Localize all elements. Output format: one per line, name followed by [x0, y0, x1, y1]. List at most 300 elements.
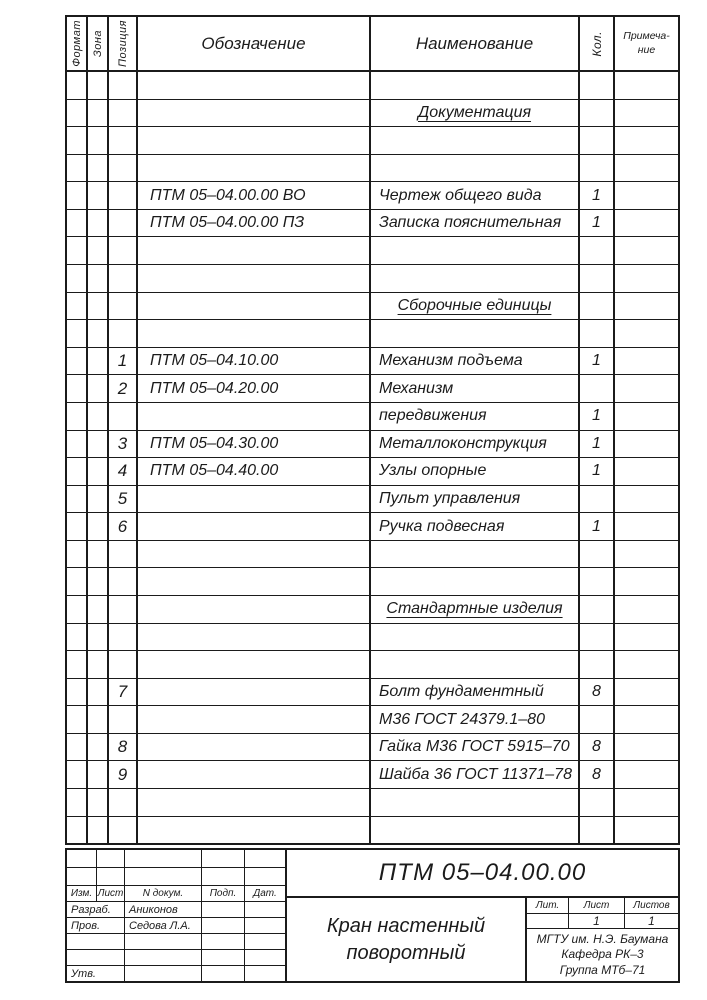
spec-cell-zone: [88, 155, 109, 182]
spec-cell-qty: [580, 265, 615, 292]
spec-cell-name-text: Механизм: [379, 379, 454, 397]
spec-cell-note: [615, 320, 678, 347]
spec-cell-designation: [138, 624, 371, 651]
spec-row: [67, 513, 678, 541]
col-header-qty-label: Кол.: [589, 30, 604, 57]
spec-cell-qty: [580, 155, 615, 182]
spec-cell-pos: [109, 789, 138, 816]
spec-cell-zone: [88, 761, 109, 788]
spec-cell-name: [371, 293, 580, 320]
spec-cell-name: [371, 72, 580, 99]
role-label: Утв.: [67, 966, 125, 981]
spec-cell-note: [615, 596, 678, 623]
spec-row: [67, 348, 678, 376]
role-signature: [202, 902, 245, 917]
spec-cell-zone: [88, 734, 109, 761]
spec-cell-qty: [580, 237, 615, 264]
spec-cell-pos: [109, 486, 138, 513]
spec-row: [67, 679, 678, 707]
spec-cell-zone: [88, 431, 109, 458]
spec-cell-zone: [88, 706, 109, 733]
spec-cell-designation: [138, 789, 371, 816]
spec-cell-qty: [580, 541, 615, 568]
spec-cell-qty: [580, 127, 615, 154]
spec-cell-pos-text: 6: [117, 516, 128, 536]
spec-cell-note: [615, 486, 678, 513]
spec-cell-designation: [138, 155, 371, 182]
spec-cell-pos: [109, 624, 138, 651]
spec-cell-format: [67, 624, 88, 651]
role-date: [245, 918, 285, 933]
spec-row: [67, 100, 678, 128]
spec-cell-format: [67, 679, 88, 706]
spec-cell-note: [615, 734, 678, 761]
role-name: Седова Л.А.: [125, 918, 202, 933]
spec-cell-pos-text: 1: [117, 351, 128, 371]
role-name: [125, 934, 202, 949]
spec-cell-zone: [88, 403, 109, 430]
spec-cell-note: [615, 265, 678, 292]
spec-row: [67, 293, 678, 321]
spec-cell-qty: [580, 210, 615, 237]
title-block-right: [287, 850, 678, 981]
spec-cell-qty-text: 1: [592, 462, 601, 480]
role-row-empty2: [67, 950, 285, 966]
organization: [527, 929, 678, 981]
spec-cell-format: [67, 182, 88, 209]
revision-cell: [67, 850, 97, 868]
spec-cell-zone: [88, 375, 109, 402]
revision-grid: [67, 850, 285, 886]
spec-cell-designation: [138, 237, 371, 264]
spec-cell-name-text: передвижения: [379, 407, 487, 425]
spec-cell-zone: [88, 624, 109, 651]
spec-cell-pos: [109, 596, 138, 623]
col-header-zone-label: Зона: [91, 29, 104, 58]
spec-cell-name: [371, 706, 580, 733]
spec-cell-note: [615, 513, 678, 540]
spec-cell-qty-text: 8: [592, 765, 601, 783]
spec-cell-name: [371, 182, 580, 209]
role-signature: [202, 950, 245, 965]
revision-cell: [125, 868, 202, 886]
spec-cell-designation-text: ПТМ 05–04.00.00 ВО: [150, 186, 306, 204]
spec-row: [67, 817, 678, 844]
spec-cell-pos: [109, 403, 138, 430]
role-row-prov: [67, 918, 285, 934]
spec-cell-qty-text: 1: [592, 407, 601, 425]
organization-line1: МГТУ им. Н.Э. Баумана: [536, 931, 669, 946]
spec-cell-note: [615, 651, 678, 678]
spec-cell-zone: [88, 127, 109, 154]
spec-cell-pos-text: 9: [117, 764, 128, 784]
spec-cell-qty: [580, 182, 615, 209]
role-name: [125, 966, 202, 981]
sheet-value: 1: [569, 914, 625, 928]
spec-cell-designation-text: ПТМ 05–04.00.00 ПЗ: [150, 214, 305, 232]
spec-cell-name: [371, 458, 580, 485]
spec-row: [67, 789, 678, 817]
spec-cell-name: [371, 431, 580, 458]
col-izm: Изм.: [67, 886, 97, 901]
spec-row: [67, 72, 678, 100]
role-signature: [202, 934, 245, 949]
spec-cell-designation: [138, 127, 371, 154]
document-title-line2: поворотный: [346, 941, 466, 964]
spec-cell-zone: [88, 541, 109, 568]
spec-cell-qty: [580, 348, 615, 375]
spec-cell-format: [67, 265, 88, 292]
spec-cell-qty-text: 8: [592, 738, 601, 756]
spec-cell-note: [615, 127, 678, 154]
spec-cell-format: [67, 458, 88, 485]
spec-cell-name: [371, 596, 580, 623]
spec-rows: [67, 72, 678, 843]
col-ndok: N докум.: [125, 886, 202, 901]
spec-cell-designation: [138, 182, 371, 209]
spec-cell-format: [67, 72, 88, 99]
spec-cell-format: [67, 348, 88, 375]
spec-cell-format: [67, 568, 88, 595]
title-block: [65, 848, 680, 983]
spec-cell-note: [615, 706, 678, 733]
spec-cell-pos: [109, 348, 138, 375]
spec-cell-qty-text: 1: [592, 186, 601, 204]
role-date: [245, 902, 285, 917]
document-number: ПТМ 05–04.00.00: [287, 850, 678, 898]
sheet-info-header: [527, 898, 678, 914]
spec-cell-format: [67, 541, 88, 568]
col-header-note-line2: ние: [637, 43, 656, 56]
spec-cell-designation: [138, 431, 371, 458]
spec-cell-note: [615, 155, 678, 182]
spec-cell-note: [615, 761, 678, 788]
spec-cell-zone: [88, 265, 109, 292]
spec-cell-zone: [88, 100, 109, 127]
role-date: [245, 950, 285, 965]
spec-cell-pos: [109, 458, 138, 485]
spec-row: [67, 265, 678, 293]
col-header-designation-label: Обозначение: [201, 33, 306, 53]
col-header-note: [615, 17, 678, 70]
spec-cell-qty: [580, 431, 615, 458]
spec-cell-pos-text: 5: [117, 488, 128, 508]
spec-cell-pos: [109, 375, 138, 402]
spec-cell-qty-text: 8: [592, 683, 601, 700]
spec-cell-designation: [138, 486, 371, 513]
role-name: [125, 950, 202, 965]
spec-cell-designation-text: ПТМ 05–04.30.00: [150, 434, 279, 452]
spec-cell-pos: [109, 651, 138, 678]
spec-cell-qty: [580, 320, 615, 347]
spec-cell-note: [615, 403, 678, 430]
spec-cell-name: [371, 155, 580, 182]
spec-cell-pos: [109, 817, 138, 844]
document-title: [287, 898, 527, 981]
spec-cell-qty: [580, 679, 615, 706]
spec-table-header: [67, 17, 678, 72]
col-header-format-label: Формат: [70, 20, 83, 67]
spec-cell-format: [67, 127, 88, 154]
spec-cell-name: [371, 513, 580, 540]
spec-cell-zone: [88, 513, 109, 540]
sheet-info-values: [527, 914, 678, 929]
spec-cell-designation: [138, 513, 371, 540]
spec-cell-note: [615, 568, 678, 595]
spec-cell-name-text: Пульт управления: [379, 489, 521, 507]
col-header-position: [109, 17, 138, 70]
spec-row: [67, 624, 678, 652]
spec-cell-format: [67, 403, 88, 430]
spec-cell-name: [371, 237, 580, 264]
spec-cell-name: [371, 348, 580, 375]
col-podp: Подп.: [202, 886, 245, 901]
spec-cell-name: [371, 100, 580, 127]
spec-cell-format: [67, 761, 88, 788]
spec-row: [67, 237, 678, 265]
spec-cell-designation: [138, 706, 371, 733]
spec-cell-zone: [88, 237, 109, 264]
spec-cell-format: [67, 320, 88, 347]
spec-cell-name-text: Чертеж общего вида: [379, 186, 542, 204]
spec-cell-name-text: Сборочные единицы: [397, 296, 552, 314]
spec-cell-note: [615, 237, 678, 264]
role-row-empty1: [67, 934, 285, 950]
spec-cell-name-text: Болт фундаментный: [379, 683, 544, 700]
spec-cell-designation: [138, 293, 371, 320]
spec-row: [67, 431, 678, 459]
spec-row: [67, 182, 678, 210]
spec-cell-pos: [109, 734, 138, 761]
col-header-format: [67, 17, 88, 70]
spec-cell-zone: [88, 293, 109, 320]
spec-cell-pos: [109, 210, 138, 237]
spec-cell-designation: [138, 734, 371, 761]
sheets-label: Листов: [633, 900, 670, 911]
spec-row: [67, 541, 678, 569]
revision-cell: [97, 850, 125, 868]
spec-cell-qty: [580, 706, 615, 733]
spec-cell-designation: [138, 72, 371, 99]
spec-cell-designation: [138, 651, 371, 678]
spec-row: [67, 651, 678, 679]
revision-cell: [245, 850, 285, 868]
spec-cell-pos: [109, 182, 138, 209]
spec-cell-designation: [138, 596, 371, 623]
spec-cell-qty: [580, 817, 615, 844]
spec-row: [67, 375, 678, 403]
spec-cell-note: [615, 458, 678, 485]
spec-cell-pos: [109, 155, 138, 182]
spec-cell-note: [615, 624, 678, 651]
revision-cell: [125, 850, 202, 868]
role-signature: [202, 966, 245, 981]
col-header-note-line1: Примеча-: [623, 30, 670, 43]
spec-cell-designation: [138, 541, 371, 568]
col-header-designation: [138, 17, 371, 70]
spec-cell-format: [67, 734, 88, 761]
spec-cell-qty: [580, 486, 615, 513]
sheet-label: Лист: [569, 898, 625, 913]
spec-cell-note: [615, 431, 678, 458]
spec-cell-qty-text: 1: [592, 434, 601, 452]
spec-cell-name: [371, 624, 580, 651]
revision-cell: [245, 868, 285, 886]
spec-cell-name: [371, 486, 580, 513]
spec-cell-name-text: Узлы опорные: [379, 462, 487, 480]
spec-cell-zone: [88, 72, 109, 99]
spec-cell-pos-text: 3: [117, 433, 128, 453]
spec-cell-zone: [88, 596, 109, 623]
spec-cell-pos: [109, 293, 138, 320]
revision-cell: [202, 868, 245, 886]
spec-cell-zone: [88, 486, 109, 513]
spec-cell-format: [67, 817, 88, 844]
spec-row: [67, 458, 678, 486]
spec-cell-note: [615, 789, 678, 816]
spec-cell-pos: [109, 706, 138, 733]
spec-row: [67, 155, 678, 183]
revision-cell: [202, 850, 245, 868]
spec-cell-designation: [138, 817, 371, 844]
spec-cell-note: [615, 375, 678, 402]
spec-cell-designation: [138, 348, 371, 375]
spec-cell-name-text: М36 ГОСТ 24379.1–80: [379, 710, 545, 728]
spec-row: [67, 568, 678, 596]
title-block-left: [67, 850, 287, 981]
spec-cell-pos-text: 7: [117, 682, 128, 701]
role-row-razrab: [67, 902, 285, 918]
spec-cell-note: [615, 348, 678, 375]
spec-cell-pos-text: 2: [117, 378, 128, 398]
spec-cell-format: [67, 431, 88, 458]
spec-cell-pos: [109, 513, 138, 540]
lit-value: [527, 914, 569, 928]
spec-cell-pos: [109, 761, 138, 788]
spec-cell-name: [371, 541, 580, 568]
spec-cell-format: [67, 789, 88, 816]
role-label: [67, 934, 125, 949]
spec-cell-zone: [88, 679, 109, 706]
spec-cell-name-text: Шайба 36 ГОСТ 11371–78: [379, 765, 572, 783]
organization-line2: Кафедра РК–3: [561, 947, 644, 962]
spec-cell-name: [371, 210, 580, 237]
spec-cell-pos: [109, 72, 138, 99]
spec-cell-zone: [88, 789, 109, 816]
spec-cell-designation: [138, 679, 371, 706]
spec-cell-name: [371, 761, 580, 788]
spec-cell-designation: [138, 458, 371, 485]
spec-cell-note: [615, 72, 678, 99]
spec-cell-designation: [138, 761, 371, 788]
spec-cell-format: [67, 293, 88, 320]
spec-row: [67, 210, 678, 238]
spec-cell-qty: [580, 568, 615, 595]
spec-cell-qty-text: 1: [592, 517, 601, 535]
spec-cell-format: [67, 486, 88, 513]
spec-cell-name-text: Металлоконструкция: [379, 434, 547, 452]
spec-cell-pos: [109, 541, 138, 568]
spec-cell-pos: [109, 265, 138, 292]
spec-cell-designation: [138, 320, 371, 347]
spec-cell-designation: [138, 100, 371, 127]
spec-cell-pos: [109, 679, 138, 706]
spec-cell-name: [371, 679, 580, 706]
spec-cell-zone: [88, 182, 109, 209]
document-title-line1: Кран настенный: [326, 914, 486, 937]
col-header-zone: [88, 17, 109, 70]
spec-cell-name: [371, 568, 580, 595]
spec-cell-note: [615, 293, 678, 320]
role-date: [245, 934, 285, 949]
role-name: Аниконов: [125, 902, 202, 917]
spec-cell-qty: [580, 734, 615, 761]
spec-cell-qty: [580, 293, 615, 320]
spec-cell-pos-text: 8: [117, 737, 128, 757]
role-label: Пров.: [67, 918, 125, 933]
spec-row: [67, 320, 678, 348]
spec-cell-name: [371, 265, 580, 292]
spec-cell-qty: [580, 761, 615, 788]
spec-cell-designation: [138, 403, 371, 430]
spec-cell-note: [615, 210, 678, 237]
spec-cell-qty: [580, 458, 615, 485]
spec-row: [67, 486, 678, 514]
spec-row: [67, 596, 678, 624]
spec-cell-name-text: Механизм подъема: [379, 352, 523, 370]
title-block-lower: [287, 898, 678, 981]
spec-cell-format: [67, 210, 88, 237]
spec-row: [67, 403, 678, 431]
spec-cell-note: [615, 182, 678, 209]
spec-cell-format: [67, 237, 88, 264]
spec-cell-zone: [88, 568, 109, 595]
spec-cell-name: [371, 127, 580, 154]
spec-cell-note: [615, 817, 678, 844]
spec-cell-designation-text: ПТМ 05–04.20.00: [150, 379, 279, 397]
revision-cell: [67, 868, 97, 886]
spec-cell-name: [371, 734, 580, 761]
role-label: [67, 950, 125, 965]
col-header-qty: [580, 17, 615, 70]
spec-cell-zone: [88, 817, 109, 844]
spec-table: [65, 15, 680, 845]
spec-cell-qty: [580, 596, 615, 623]
spec-cell-pos: [109, 320, 138, 347]
spec-cell-qty: [580, 789, 615, 816]
spec-cell-qty: [580, 513, 615, 540]
spec-cell-name-text: Записка пояснительная: [379, 214, 562, 232]
sheets-value: 1: [648, 914, 655, 928]
col-list: Лист: [97, 888, 124, 899]
spec-cell-qty: [580, 403, 615, 430]
spec-cell-qty: [580, 72, 615, 99]
role-row-utv: [67, 966, 285, 981]
spec-row: [67, 761, 678, 789]
spec-cell-name: [371, 817, 580, 844]
spec-cell-name: [371, 403, 580, 430]
col-header-name-label: Наименование: [415, 33, 534, 53]
spec-cell-pos: [109, 568, 138, 595]
spec-cell-format: [67, 706, 88, 733]
spec-cell-designation: [138, 265, 371, 292]
role-signature: [202, 918, 245, 933]
change-table-header: [67, 886, 285, 902]
spec-cell-qty: [580, 375, 615, 402]
spec-cell-qty-text: 1: [592, 352, 601, 370]
col-data: Дат.: [253, 888, 277, 899]
spec-cell-note: [615, 679, 678, 706]
